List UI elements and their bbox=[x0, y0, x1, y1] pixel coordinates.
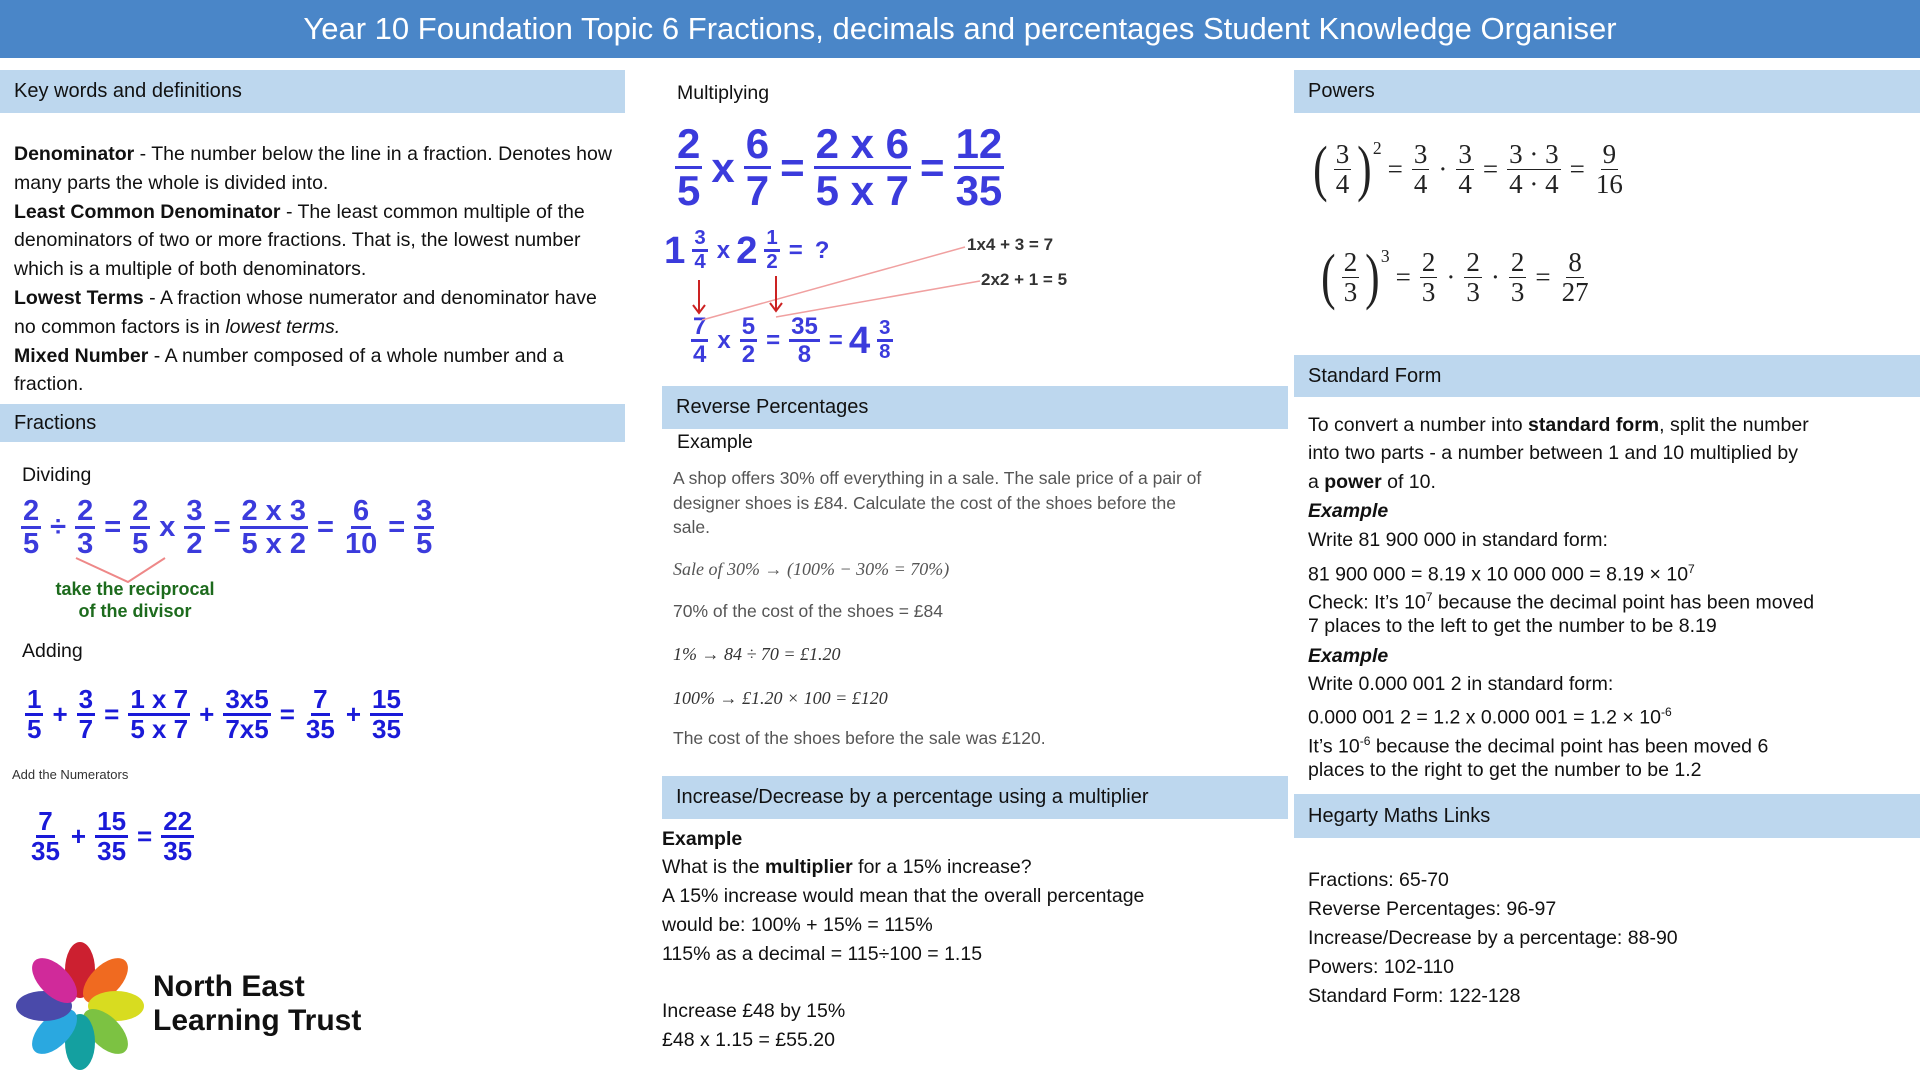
denominator: 2 bbox=[766, 251, 778, 274]
fraction bbox=[1464, 248, 1482, 306]
example-label: Example bbox=[1308, 645, 1389, 667]
sum-equation bbox=[26, 808, 197, 866]
note-line: of the divisor bbox=[78, 601, 192, 621]
numerator: 3 · 3 bbox=[1509, 139, 1559, 170]
fraction bbox=[1509, 248, 1527, 306]
example-label: Example bbox=[677, 431, 753, 453]
denominator: 35 bbox=[955, 167, 1003, 215]
operator: = bbox=[104, 699, 120, 730]
fraction bbox=[128, 686, 190, 744]
right-paren: ) bbox=[1365, 243, 1380, 311]
denominator: 35 bbox=[163, 836, 193, 867]
logo-text bbox=[153, 970, 361, 1038]
denominator: 5 x 7 bbox=[815, 167, 910, 215]
keyword-item bbox=[14, 342, 614, 400]
dividing-label: Dividing bbox=[22, 464, 92, 486]
sf-line bbox=[1308, 411, 1809, 440]
operator: = bbox=[104, 511, 122, 544]
example-label: Example bbox=[662, 828, 743, 850]
text-bold: power bbox=[1324, 471, 1382, 493]
operator: = bbox=[1482, 153, 1499, 184]
text: because the decimal point has been moved 6 bbox=[1370, 735, 1769, 758]
whole-number: 2 bbox=[736, 228, 758, 272]
numerator: 7 bbox=[36, 808, 54, 838]
operator: = bbox=[920, 143, 945, 191]
reverse-step: Sale of 30% → (100% − 30% = 70%) bbox=[673, 559, 950, 579]
fraction bbox=[29, 808, 62, 866]
numerator: 3 bbox=[184, 496, 204, 529]
denominator: 5 x 2 bbox=[241, 528, 306, 561]
increase-decrease-header: Increase/Decrease by a percentage using a multiplier bbox=[662, 776, 1288, 819]
operator: + bbox=[70, 821, 87, 852]
hegarty-link[interactable]: Increase/Decrease by a percentage: 88-90 bbox=[1308, 927, 1678, 949]
numerator: 3 bbox=[1335, 139, 1350, 170]
denominator: 3 bbox=[1466, 276, 1480, 307]
sep: - bbox=[148, 344, 165, 367]
keywords-list bbox=[14, 140, 614, 399]
hegarty-link[interactable]: Fractions: 65-70 bbox=[1308, 869, 1449, 891]
denominator: 4 · 4 bbox=[1509, 168, 1559, 199]
denominator: 4 bbox=[1413, 168, 1428, 199]
numerator: 1 x 7 bbox=[128, 686, 190, 716]
numerator: 6 bbox=[744, 122, 771, 169]
page-title: Year 10 Foundation Topic 6 Fractions, decimals and percentages Student Knowledge Organiser bbox=[0, 0, 1920, 58]
numerator: 22 bbox=[161, 808, 194, 838]
denominator: 2 bbox=[186, 528, 203, 561]
numerator: 7 bbox=[691, 314, 708, 342]
sf-line: Write 0.000 001 2 in standard form: bbox=[1308, 673, 1614, 695]
hegarty-link[interactable]: Powers: 102-110 bbox=[1308, 956, 1454, 978]
operator: = bbox=[388, 511, 406, 544]
increase-question bbox=[662, 853, 1032, 882]
powers-header: Powers bbox=[1294, 70, 1920, 113]
numerator: 3 bbox=[77, 686, 95, 716]
text: It’s 10 bbox=[1308, 735, 1360, 758]
sf-line: places to the right to get the number to be 1.2 bbox=[1308, 759, 1702, 781]
left-paren: ( bbox=[1313, 135, 1328, 203]
annotation: 1x4 + 3 = 7 bbox=[967, 235, 1054, 254]
numerator: 5 bbox=[740, 314, 757, 342]
sf-line: Write 81 900 000 in standard form: bbox=[1308, 529, 1608, 551]
text: 0.000 001 2 = 1.2 x 0.000 001 = 1.2 × 10 bbox=[1308, 706, 1661, 729]
operator: = bbox=[213, 511, 231, 544]
whole-number: 4 bbox=[848, 318, 871, 362]
numerator: 1 bbox=[25, 686, 43, 716]
numerator: 2 bbox=[1510, 247, 1525, 278]
logo-line: Learning Trust bbox=[153, 1004, 362, 1037]
fraction bbox=[343, 496, 379, 560]
text: a bbox=[1308, 471, 1325, 493]
denominator: 3 bbox=[1343, 276, 1358, 307]
fraction bbox=[1342, 248, 1360, 306]
multiplying-label: Multiplying bbox=[677, 82, 770, 104]
numerator: 3 bbox=[692, 228, 707, 252]
denominator: 16 bbox=[1595, 168, 1623, 199]
definition: A number composed of a whole number and a fraction. bbox=[14, 344, 564, 396]
fraction bbox=[1412, 140, 1430, 198]
hegarty-link[interactable]: Reverse Percentages: 96-97 bbox=[1308, 898, 1557, 920]
fraction bbox=[1560, 248, 1591, 306]
keyword-item bbox=[14, 284, 614, 342]
denominator: 3 bbox=[1421, 276, 1436, 307]
example-label: Example bbox=[1308, 500, 1389, 522]
denominator: 35 bbox=[305, 714, 335, 745]
operator: = bbox=[1387, 153, 1403, 184]
fraction bbox=[814, 122, 911, 213]
operator: ? bbox=[814, 236, 830, 264]
exponent: 7 bbox=[1688, 562, 1695, 576]
numerator: 1 bbox=[764, 228, 779, 252]
numerator: 2 bbox=[130, 496, 150, 529]
sf-line bbox=[1308, 468, 1436, 497]
denominator: 2 bbox=[741, 341, 756, 369]
keywords-header: Key words and definitions bbox=[0, 70, 625, 113]
numerator: 3 bbox=[414, 496, 434, 529]
denominator: 5 bbox=[27, 714, 42, 745]
denominator: 5 bbox=[23, 528, 40, 561]
fraction bbox=[77, 686, 95, 744]
denominator: 35 bbox=[97, 836, 127, 867]
fraction bbox=[161, 808, 194, 866]
term: Denominator bbox=[14, 143, 135, 165]
sep: - bbox=[280, 200, 298, 223]
numerator: 2 x 3 bbox=[240, 496, 309, 529]
numerator: 2 bbox=[75, 496, 95, 529]
fraction bbox=[1594, 140, 1625, 198]
powers-equation bbox=[1318, 243, 1594, 311]
definition-emphasis: lowest terms. bbox=[225, 315, 341, 338]
text: because the decimal point has been moved bbox=[1432, 591, 1815, 614]
exponent: 3 bbox=[1380, 246, 1390, 266]
increase-line: Increase £48 by 15% bbox=[662, 1000, 846, 1022]
denominator: 7 bbox=[745, 167, 770, 215]
exponent: 2 bbox=[1372, 138, 1382, 158]
text: To convert a number into bbox=[1308, 414, 1529, 436]
denominator: 5 bbox=[416, 528, 433, 561]
numerator: 3 bbox=[877, 318, 892, 342]
denominator: 35 bbox=[372, 714, 401, 745]
numerator: 2 bbox=[1421, 247, 1436, 278]
numerator: 3x5 bbox=[223, 686, 270, 716]
increase-line: would be: 100% + 15% = 115% bbox=[662, 914, 933, 936]
denominator: 5 bbox=[677, 167, 701, 215]
fraction bbox=[304, 686, 337, 744]
operator: = bbox=[317, 511, 334, 544]
adding-equation bbox=[22, 686, 406, 744]
multiplying-equation bbox=[672, 122, 1007, 213]
reverse-step: 100% → £1.20 × 100 = £120 bbox=[673, 688, 888, 708]
operator: + bbox=[52, 699, 68, 730]
sf-line: 7 places to the left to get the number to be 8.19 bbox=[1308, 615, 1717, 637]
operator: x bbox=[711, 143, 735, 191]
denominator: 7 bbox=[78, 714, 94, 745]
hegarty-link[interactable]: Standard Form: 122-128 bbox=[1308, 985, 1521, 1007]
sep: - bbox=[134, 143, 152, 165]
left-paren: ( bbox=[1321, 243, 1336, 311]
numerator: 3 bbox=[1413, 139, 1428, 170]
fraction bbox=[1420, 248, 1438, 306]
reverse-problem: A shop offers 30% off everything in a sale. The sale price of a pair of designer shoes is £84. Calculate the cost of the shoes before the sale. bbox=[673, 468, 1202, 537]
operator: · bbox=[1490, 261, 1500, 292]
term: Least Common Denominator bbox=[14, 200, 281, 223]
denominator: 3 bbox=[1510, 276, 1525, 307]
fraction bbox=[675, 122, 702, 213]
denominator: 27 bbox=[1561, 276, 1589, 307]
hegarty-header: Hegarty Maths Links bbox=[1294, 794, 1920, 838]
keyword-item bbox=[14, 198, 614, 284]
numerator: 3 bbox=[1458, 139, 1472, 170]
numerator: 9 bbox=[1602, 139, 1617, 170]
denominator: 4 bbox=[1335, 168, 1350, 199]
term: Mixed Number bbox=[14, 344, 149, 367]
numerator: 15 bbox=[95, 808, 128, 838]
fraction bbox=[1334, 140, 1352, 198]
text-bold: standard form bbox=[1528, 414, 1660, 436]
exponent: 7 bbox=[1425, 590, 1433, 604]
numerator: 7 bbox=[311, 686, 329, 716]
operator: + bbox=[199, 699, 215, 730]
fraction bbox=[25, 686, 43, 744]
operator: = bbox=[766, 326, 781, 354]
denominator: 3 bbox=[77, 528, 94, 561]
text: , split the number bbox=[1659, 414, 1809, 436]
reverse-conclusion: The cost of the shoes before the sale was £120. bbox=[673, 728, 1046, 748]
definition: The least common multiple of the denominators of two or more fractions. That is, the lowest number which is a multiple of both denominators. bbox=[14, 200, 585, 281]
operator: = bbox=[1569, 153, 1585, 184]
operator: = bbox=[788, 236, 803, 264]
text: What is the bbox=[662, 856, 765, 878]
operator: ÷ bbox=[50, 511, 67, 544]
increase-line: A 15% increase would mean that the overall percentage bbox=[662, 885, 1145, 907]
fraction bbox=[1507, 140, 1561, 198]
fractions-header: Fractions bbox=[0, 404, 625, 442]
operator: x bbox=[716, 236, 731, 264]
numerator: 6 bbox=[351, 496, 371, 529]
numerator: 2 bbox=[1343, 247, 1358, 278]
numerator: 12 bbox=[954, 122, 1005, 169]
annotation: 2x2 + 1 = 5 bbox=[981, 270, 1068, 289]
denominator: 5 bbox=[132, 528, 149, 561]
text: 81 900 000 = 8.19 x 10 000 000 = 8.19 × 10 bbox=[1308, 563, 1689, 586]
reverse-percentages-header: Reverse Percentages bbox=[662, 386, 1288, 429]
denominator: 4 bbox=[1458, 168, 1472, 199]
numerator: 2 bbox=[21, 496, 41, 529]
fraction bbox=[223, 686, 270, 744]
reverse-step: 70% of the cost of the shoes = £84 bbox=[673, 601, 943, 621]
logo bbox=[10, 940, 390, 1072]
flower-logo-icon bbox=[10, 940, 150, 1072]
operator: x bbox=[717, 326, 731, 354]
increase-line: 115% as a decimal = 115÷100 = 1.15 bbox=[662, 943, 983, 965]
numerator: 2 bbox=[675, 122, 702, 169]
numerator: 8 bbox=[1568, 247, 1582, 278]
fraction bbox=[370, 686, 403, 744]
denominator: 5 x 7 bbox=[130, 714, 189, 745]
adding-label: Adding bbox=[22, 640, 83, 662]
operator: = bbox=[780, 143, 805, 191]
powers-equation bbox=[1310, 135, 1628, 203]
operator: = bbox=[1395, 261, 1411, 292]
increase-line: £48 x 1.15 = £55.20 bbox=[662, 1029, 835, 1051]
fraction bbox=[414, 496, 434, 560]
denominator: 4 bbox=[694, 251, 706, 274]
text-bold: multiplier bbox=[764, 856, 853, 878]
logo-line: North East bbox=[153, 970, 305, 1003]
fraction bbox=[744, 122, 771, 213]
right-paren: ) bbox=[1357, 135, 1372, 203]
operator: = bbox=[279, 699, 295, 730]
operator: = bbox=[1535, 261, 1551, 292]
exponent: -6 bbox=[1660, 705, 1672, 719]
operator: · bbox=[1446, 261, 1456, 292]
operator: + bbox=[345, 699, 362, 730]
text: of 10. bbox=[1381, 471, 1436, 493]
text: for a 15% increase? bbox=[852, 856, 1032, 878]
keyword-item bbox=[14, 140, 614, 198]
fraction bbox=[954, 122, 1005, 213]
denominator: 8 bbox=[797, 341, 812, 369]
definition: The number below the line in a fraction. Denotes how many parts the whole is divided into. bbox=[14, 143, 612, 194]
denominator: 7x5 bbox=[225, 714, 269, 745]
text: Check: It’s 10 bbox=[1308, 591, 1426, 614]
definition: A fraction whose numerator and denominator have no common factors is in bbox=[14, 286, 597, 338]
standard-form-header: Standard Form bbox=[1294, 355, 1920, 397]
operator: = bbox=[828, 326, 843, 354]
numerator: 2 x 6 bbox=[814, 122, 911, 169]
denominator: 4 bbox=[693, 341, 707, 369]
whole-number: 1 bbox=[664, 228, 686, 272]
denominator: 35 bbox=[31, 836, 60, 867]
numerator: 35 bbox=[789, 314, 820, 342]
fraction bbox=[95, 808, 128, 866]
sep: - bbox=[143, 286, 160, 309]
reverse-step: 1% → 84 ÷ 70 = £1.20 bbox=[673, 644, 841, 664]
operator: · bbox=[1438, 153, 1448, 184]
numerator: 15 bbox=[370, 686, 403, 716]
term: Lowest Terms bbox=[14, 286, 144, 309]
sf-line: into two parts - a number between 1 and 10 multiplied by bbox=[1308, 442, 1798, 464]
note-line: take the reciprocal bbox=[55, 579, 215, 599]
add-numerators-note: Add the Numerators bbox=[12, 767, 129, 782]
reciprocal-note bbox=[30, 578, 240, 622]
operator: x bbox=[159, 511, 176, 544]
numerator: 2 bbox=[1466, 247, 1480, 278]
operator: = bbox=[137, 821, 153, 852]
fraction bbox=[1456, 140, 1474, 198]
denominator: 10 bbox=[344, 528, 378, 561]
denominator: 8 bbox=[879, 341, 891, 364]
exponent: -6 bbox=[1359, 734, 1371, 748]
